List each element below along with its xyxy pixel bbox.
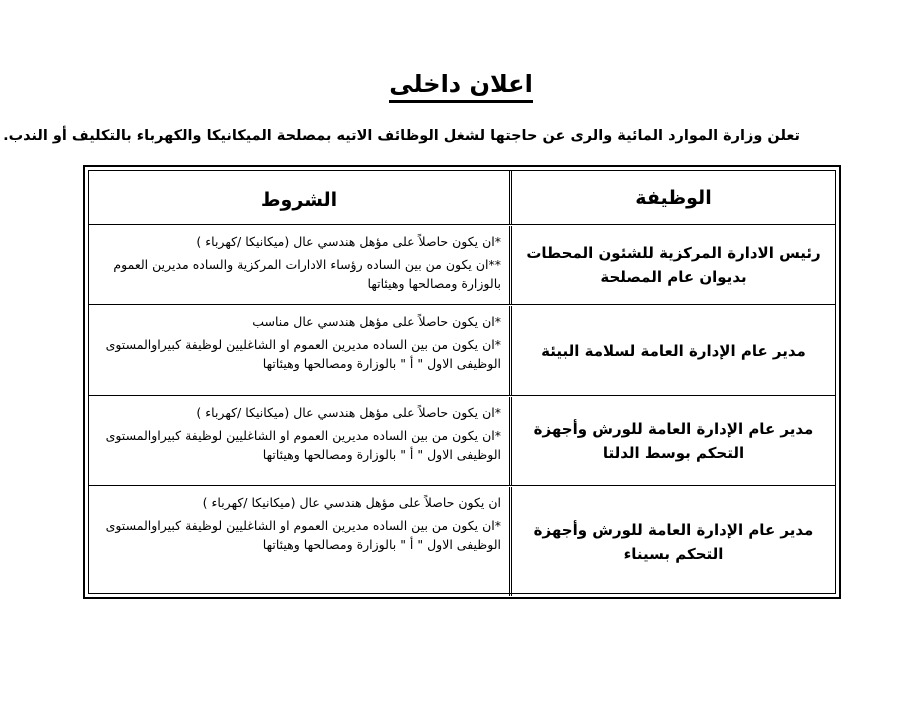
condition-item: *ان يكون من بين الساده مديرين العموم او الشاغليين لوظيفة كبيراوالمستوى الوظيفى الاول " أ " بالوزارة ومصالحها وهيئاتها: [105, 518, 501, 552]
condition-item: *ان يكون حاصلاً على مؤهل هندسي عال (ميكانيكا /كهرباء ): [196, 234, 501, 249]
table-header-row: [89, 171, 835, 225]
header-job: الوظيفة: [509, 171, 835, 224]
condition-item: ان يكون حاصلاً على مؤهل هندسي عال (ميكانيكا /كهرباء ): [202, 495, 501, 510]
job-title: مدير عام الإدارة العامة للورش وأجهزة التحكم بوسط الدلتا: [509, 397, 835, 485]
page-title: [0, 70, 922, 103]
condition-item: **ان يكون من بين الساده رؤساء الادارات المركزية والساده مديرين العموم بالوزارة ومصالحها وهيئاتها: [113, 257, 501, 291]
condition-item: *ان يكون حاصلاً على مؤهل هندسي عال (ميكانيكا /كهرباء ): [196, 405, 501, 420]
job-title: مدير عام الإدارة العامة لسلامة البيئة: [509, 306, 835, 395]
table-row: [89, 487, 835, 596]
job-title: رئيس الادارة المركزية للشئون المحطات بديوان عام المصلحة: [509, 226, 835, 304]
condition-item: *ان يكون من بين الساده مديرين العموم او الشاغليين لوظيفة كبيراوالمستوى الوظيفى الاول " أ " بالوزارة ومصالحها وهيئاتها: [105, 337, 501, 371]
table-row: [89, 226, 835, 305]
header-conditions: الشروط: [260, 189, 338, 211]
job-conditions: [89, 226, 509, 304]
condition-item: *ان يكون حاصلاً على مؤهل هندسي عال مناسب: [252, 314, 501, 329]
job-conditions: [89, 306, 509, 395]
intro-text: تعلن وزارة الموارد المائية والرى عن حاجتها لشغل الوظائف الاتيه بمصلحة الميكانيكا والكهرباء بالتكليف أو الندب.: [3, 128, 800, 144]
job-conditions: [89, 397, 509, 485]
job-title: مدير عام الإدارة العامة للورش وأجهزة التحكم بسيناء: [509, 487, 835, 596]
condition-item: *ان يكون من بين الساده مديرين العموم او الشاغليين لوظيفة كبيراوالمستوى الوظيفى الاول " أ " بالوزارة ومصالحها وهيئاتها: [105, 428, 501, 462]
job-conditions: [89, 487, 509, 596]
jobs-table: [83, 165, 841, 599]
table-row: [89, 397, 835, 486]
table-row: [89, 306, 835, 396]
page-title-text: اعلان داخلى: [389, 70, 533, 103]
